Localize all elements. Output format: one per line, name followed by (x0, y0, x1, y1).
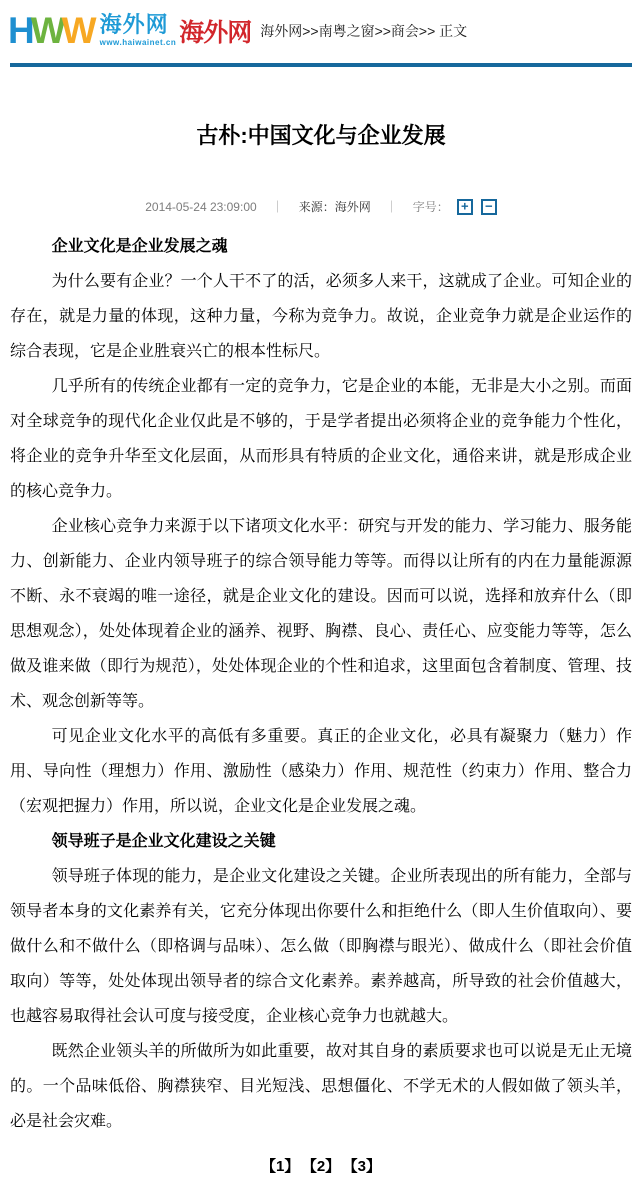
logo-letter-w2: W (61, 10, 93, 51)
logo-wordmark-stack (100, 14, 177, 47)
minus-icon: − (484, 198, 493, 214)
font-increase-button[interactable] (457, 199, 473, 215)
source-group (299, 198, 371, 215)
section-heading: 领导班子是企业文化建设之关键 (51, 833, 276, 850)
publish-date: 2014-05-24 23:09:00 (145, 199, 257, 214)
header-divider (10, 63, 632, 67)
article-content (0, 229, 642, 1139)
paragraph: 企业核心竞争力来源于以下诸项文化水平：研究与开发的能力、学习能力、服务能力、创新能力、企业内领导班子的综合领导能力等等。而得以让所有的内在力量能源源不断、永不衰竭的唯一途径，就是企业文化的建设。因而可以说，选择和放弃什么（即思想观念），处处体现着企业的涵养、视野、胸襟、良心、责任心、应变能力等等，怎么做及谁来做（即行为规范），处处体现企业的个性和追求，这里面包含着制度、管理、技术、观念创新等等。 (10, 518, 632, 710)
site-logo[interactable] (8, 12, 251, 49)
source-label: 来源： (298, 200, 335, 214)
page-link-3[interactable]: 【3】 (350, 1158, 382, 1175)
article-meta (0, 198, 642, 215)
source-name[interactable]: 海外网 (334, 200, 371, 214)
plus-icon: + (460, 198, 469, 214)
paragraph: 几乎所有的传统企业都有一定的竞争力，它是企业的本能，无非是大小之别。而面对全球竞争的现代化企业仅此是不够的，于是学者提出必须将企业的竞争能力个性化，将企业的竞争升华至文化层面，从而形具有特质的企业文化，通俗来讲，就是形成企业的核心竞争力。 (10, 378, 632, 500)
hww-logo-icon (8, 12, 93, 49)
logo-wordmark-cn: 海外网 (99, 12, 169, 37)
section-heading: 企业文化是企业发展之魂 (51, 238, 228, 255)
logo-letter-h: H (8, 10, 31, 51)
breadcrumb[interactable]: 海外网>>南粤之窗>>商会>> 正文 (260, 22, 468, 39)
fontsize-label: 字号： (412, 200, 449, 214)
logo-url: www.haiwainet.cn (99, 38, 177, 47)
article-title: 古朴:中国文化与企业发展 (196, 123, 446, 148)
fontsize-controls (413, 198, 497, 215)
paragraph: 可见企业文化水平的高低有多重要。真正的企业文化，必具有凝聚力（魅力）作用、导向性（理想力）作用、激励性（感染力）作用、规范性（约束力）作用、整合力（宏观把握力）作用，所以说，企业文化是企业发展之魂。 (10, 728, 632, 815)
font-decrease-button[interactable] (481, 199, 497, 215)
paragraph: 领导班子体现的能力，是企业文化建设之关键。企业所表现出的所有能力，全部与领导者本身的文化素养有关，它充分体现出你要什么和拒绝什么（即人生价值取向）、要做什么和不做什么（即格调与品味）、怎么做（即胸襟与眼光）、做成什么（即社会价值取向）等等，处处体现出领导者的综合文化素养。素养越高，所导致的社会价值越大，也越容易取得社会认可度与接受度，企业核心竞争力也就越大。 (10, 868, 632, 1025)
site-header (0, 0, 642, 55)
logo-letter-w1: W (30, 10, 62, 51)
paragraph: 既然企业领头羊的所做所为如此重要，故对其自身的素质要求也可以说是无止无境的。一个品味低俗、胸襟狭窄、目光短浅、思想僵化、不学无术的人假如做了领头羊，必是社会灾难。 (10, 1043, 632, 1130)
pagination (0, 1155, 642, 1176)
page-link-2[interactable]: 【2】 (309, 1158, 341, 1175)
page-link-1[interactable]: 【1】 (260, 1158, 300, 1175)
meta-separator: ｜ (271, 200, 284, 214)
meta-separator: ｜ (385, 200, 398, 214)
logo-wordmark-red: 海外网 (179, 18, 252, 47)
paragraph: 为什么要有企业？一个人干不了的活，必须多人来干，这就成了企业。可知企业的存在，就是力量的体现，这种力量，今称为竞争力。故说，企业竞争力就是企业运作的综合表现，它是企业胜衰兴亡的根本性标尺。 (10, 273, 632, 360)
